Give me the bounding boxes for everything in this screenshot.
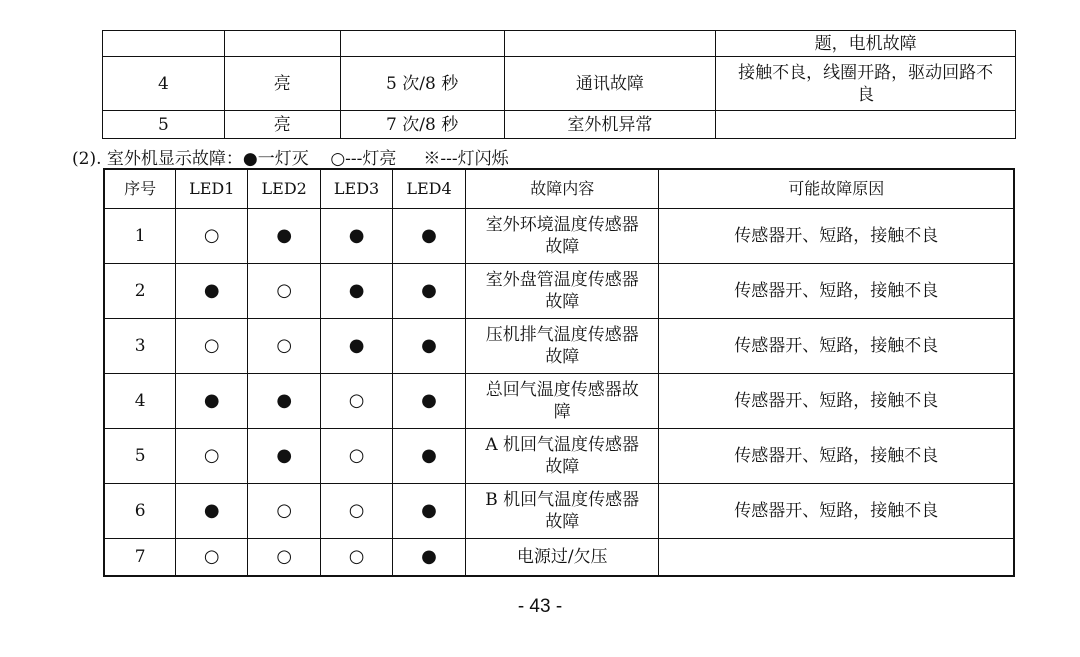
- led-table-row: [104, 484, 1014, 539]
- led-state-indicator: ●: [393, 484, 466, 539]
- top-table: [102, 30, 1016, 139]
- led-state-indicator: ●: [321, 319, 393, 374]
- possible-cause: 传感器开、短路，接触不良: [659, 209, 1014, 264]
- row-index: 3: [104, 319, 176, 374]
- led-table-row: [104, 429, 1014, 484]
- top-table-cell: 亮: [224, 57, 340, 111]
- row-index: 2: [104, 264, 176, 319]
- top-table-row: [103, 31, 1016, 57]
- led-state-indicator: ●: [176, 264, 248, 319]
- top-table-cell: 通讯故障: [504, 57, 716, 111]
- top-table-row: [103, 111, 1016, 139]
- row-index: 6: [104, 484, 176, 539]
- top-table-cell: [340, 31, 504, 57]
- top-table-cell: 题，电机故障: [716, 31, 1016, 57]
- led-table-row: [104, 539, 1014, 577]
- top-table-cell: [504, 31, 716, 57]
- led-state-indicator: ●: [321, 264, 393, 319]
- led-state-indicator: ●: [176, 374, 248, 429]
- led-state-indicator: ●: [248, 374, 321, 429]
- led-state-indicator: ○: [321, 484, 393, 539]
- col-header-led2: LED2: [248, 169, 321, 209]
- fault-description: 总回气温度传感器故障: [465, 374, 659, 429]
- fault-description: B 机回气温度传感器故障: [465, 484, 659, 539]
- led-state-indicator: ●: [321, 209, 393, 264]
- fault-description: A 机回气温度传感器故障: [465, 429, 659, 484]
- col-header-cause: 可能故障原因: [659, 169, 1014, 209]
- fault-description: 室外环境温度传感器故障: [465, 209, 659, 264]
- top-table-row: [103, 57, 1016, 111]
- top-table-cell: 接触不良，线圈开路，驱动回路不良: [716, 57, 1016, 111]
- page-number: - 43 -: [517, 596, 563, 617]
- possible-cause: 传感器开、短路，接触不良: [659, 264, 1014, 319]
- row-index: 5: [104, 429, 176, 484]
- col-header-fault: 故障内容: [465, 169, 659, 209]
- top-table-cell: 亮: [224, 111, 340, 139]
- led-state-indicator: ●: [393, 429, 466, 484]
- fault-description: 压机排气温度传感器故障: [465, 319, 659, 374]
- led-table-body: [104, 209, 1014, 577]
- led-state-indicator: ●: [248, 209, 321, 264]
- top-table-cell: 5: [103, 111, 225, 139]
- top-table-cell: [103, 31, 225, 57]
- possible-cause: 传感器开、短路，接触不良: [659, 374, 1014, 429]
- led-table-row: [104, 319, 1014, 374]
- possible-cause: [659, 539, 1014, 577]
- led-state-indicator: ○: [176, 209, 248, 264]
- row-index: 7: [104, 539, 176, 577]
- led-state-indicator: ○: [321, 429, 393, 484]
- led-state-indicator: ●: [393, 374, 466, 429]
- led-table-row: [104, 374, 1014, 429]
- led-state-indicator: ●: [248, 429, 321, 484]
- led-state-indicator: ○: [176, 429, 248, 484]
- led-state-indicator: ○: [176, 539, 248, 577]
- top-table-cell: 7 次/8 秒: [340, 111, 504, 139]
- possible-cause: 传感器开、短路，接触不良: [659, 429, 1014, 484]
- row-index: 4: [104, 374, 176, 429]
- led-state-indicator: ●: [393, 264, 466, 319]
- led-table-row: [104, 264, 1014, 319]
- led-state-indicator: ○: [321, 539, 393, 577]
- led-state-indicator: ●: [393, 319, 466, 374]
- col-header-led4: LED4: [393, 169, 466, 209]
- legend-caption: (2). 室外机显示故障：●一灯灭 ○---灯亮 ※---灯闪烁: [72, 149, 509, 169]
- row-index: 1: [104, 209, 176, 264]
- led-state-indicator: ○: [248, 484, 321, 539]
- led-state-indicator: ○: [248, 539, 321, 577]
- led-state-indicator: ○: [248, 264, 321, 319]
- top-table-body: [103, 31, 1016, 139]
- led-state-indicator: ○: [176, 319, 248, 374]
- top-table-cell: [224, 31, 340, 57]
- led-state-indicator: ○: [321, 374, 393, 429]
- col-header-led3: LED3: [321, 169, 393, 209]
- led-state-indicator: ○: [248, 319, 321, 374]
- fault-description: 室外盘管温度传感器故障: [465, 264, 659, 319]
- led-state-indicator: ●: [393, 209, 466, 264]
- led-state-indicator: ●: [176, 484, 248, 539]
- led-state-indicator: ●: [393, 539, 466, 577]
- header-row: [104, 169, 1014, 209]
- possible-cause: 传感器开、短路，接触不良: [659, 484, 1014, 539]
- top-table-cell: 室外机异常: [504, 111, 716, 139]
- col-header-index: 序号: [104, 169, 176, 209]
- col-header-led1: LED1: [176, 169, 248, 209]
- top-table-cell: 4: [103, 57, 225, 111]
- fault-description: 电源过/欠压: [465, 539, 659, 577]
- led-table-row: [104, 209, 1014, 264]
- possible-cause: 传感器开、短路，接触不良: [659, 319, 1014, 374]
- top-table-cell: 5 次/8 秒: [340, 57, 504, 111]
- top-table-cell: [716, 111, 1016, 139]
- led-fault-table: [103, 168, 1015, 577]
